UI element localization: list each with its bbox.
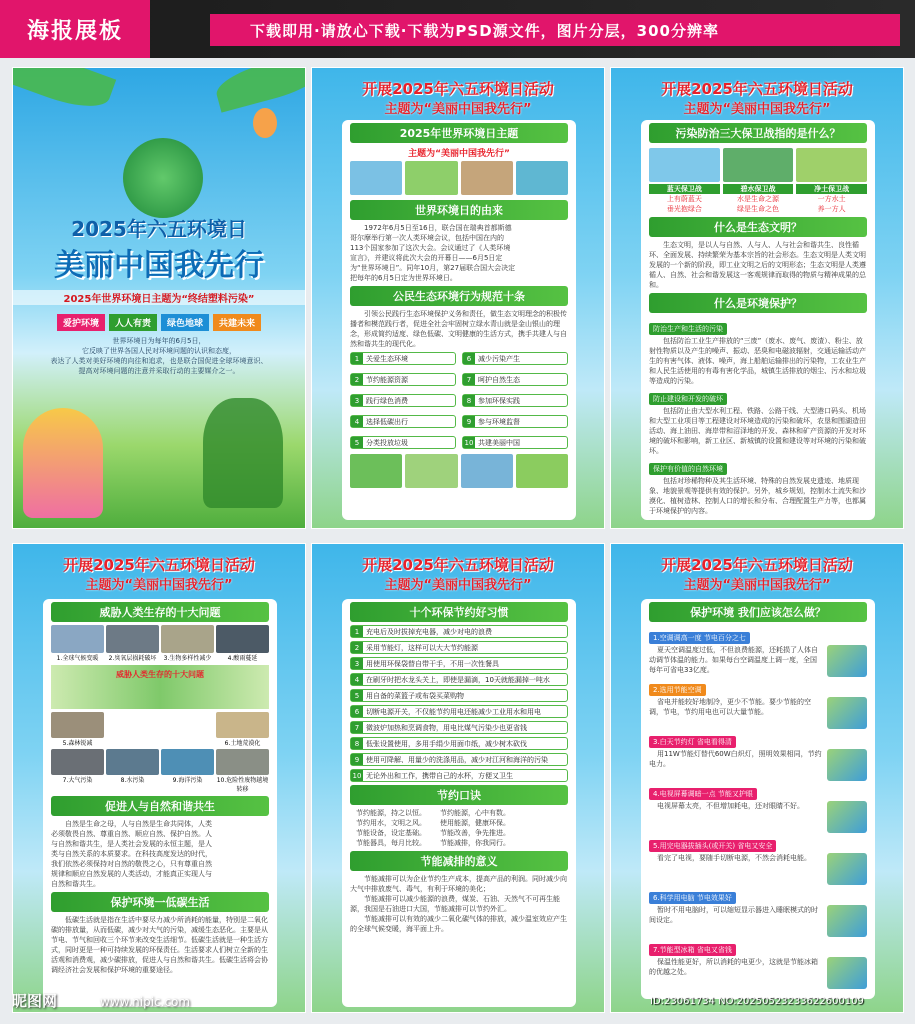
tip-image [827, 697, 867, 729]
section-text: 包括防止由大型水利工程、铁路、公路干线、大型港口码头、机场和大型工业项目等工程建设对环境造成的污染和破坏，农垦和围湖造田活动、海上油田、海岸带和沼泽地的开发、森林和矿产资源的开发对环境的破坏和影响，新工业区、新城镇的设置和建设等对环境的污染和破坏。 [649, 407, 866, 455]
tip-text: 电视屏幕太亮，不但增加耗电，还对眼睛不好。 [657, 802, 804, 810]
banner-text: 下载即用·请放心下载·下载为PSD源文件，图片分层，300分辨率 [210, 14, 900, 46]
content-card [641, 120, 875, 520]
tag: 绿色地球 [161, 314, 209, 331]
tip-label: 7.节能型冰箱 省电又省钱 [649, 944, 736, 956]
balloon-icon [253, 108, 277, 138]
list-item: 6 切断电源开关，不仅能节约用电还能减少工业用水和用电 [350, 705, 568, 718]
photo [461, 161, 513, 195]
photo [516, 161, 568, 195]
image-row [342, 159, 576, 197]
tip-image [827, 801, 867, 833]
chant-grid: 节约能源，持之以恒。 节约能源，心中有数。 节约用水，文明之风。 使用能源，健康环保。 节能设备，设定基础。 节能改善，争先推进。 节能器具，每月比较。 节能减排，你我同行。 [356, 809, 510, 847]
desc-line: 提高对环境问题的注意并采取行动的主要媒介之一。 [78, 367, 240, 375]
list-item: 10 无论外出和工作，携带自己的水杯，方便又卫生 [350, 769, 568, 782]
list-item: 1 关爱生态环境 [350, 352, 456, 365]
tip-label: 3.白天节约灯 省电看得清 [649, 736, 736, 748]
habit-list [342, 625, 576, 782]
poster-heading: 开展2025年六五环境日活动 [661, 556, 853, 574]
poster-3[interactable] [610, 67, 904, 529]
poster-subheading: 主题为“美丽中国我先行” [85, 578, 233, 593]
list-item: 3 用使用环保袋替自带干手，不用一次性餐具 [350, 657, 568, 670]
tip-image [827, 645, 867, 677]
photo [350, 161, 402, 195]
leaf-decoration [212, 67, 306, 113]
photo [516, 454, 568, 488]
list-item: 4 选择低碳出行 [350, 415, 456, 428]
poster-heading: 开展2025年六五环境日活动 [362, 556, 554, 574]
list-item: 7 呵护自然生态 [462, 373, 568, 386]
tip-text: 暂时不用电脑时，可以缩短显示器进入睡眠模式的时间设定。 [649, 906, 818, 924]
image-row [342, 452, 576, 490]
section-text: 包括对珍稀物种及其生活环境、特殊的自然发展史遗迹、地质现象、地貌景观等提供有效的保护。另外，城乡规划，控制水土流失和沙漠化、植树造林、控制人口的增长和分布、合理配置生产力等，也都属于环境保护的内容。 [649, 477, 866, 515]
list-item: 5 用自备的菜篮子或布袋买菜购物 [350, 689, 568, 702]
list-item: 10 共建美丽中国 [462, 436, 568, 449]
poster-theme: 2025年世界环境日主题为“终结塑料污染” [13, 290, 305, 305]
section-title: 保护环境 我们应该怎么做？ [649, 602, 867, 622]
tag: 爱护环境 [57, 314, 105, 331]
battle-labels: 蓝天保卫战 上有蔚蓝天 垂光抱绿合 碧水保卫战 水是生命之源 绿是生命之色 净土保卫战 一方水土 养一方人 [641, 184, 875, 214]
section-text: 节能减排可以减少能源的浪费，煤炭、石油、天然气不可再生能源，我国是石油进口大国，节能减排可以节约外汇。 [350, 895, 560, 913]
section-text: 包括防治工业生产排放的“三废”（废水、废气、废渣）、粉尘、放射性物质以及产生的噪声、振动、恶臭和电磁波辐射，交通运输活动产生的有害气体、液体、噪声，海上船舶运输排出的污染物，工农业生产和人民生活使用的有毒有害化学品，城镇生活排放的烟尘、污水和垃圾等造成的污染。 [649, 337, 866, 385]
list-item: 5 分类投放垃圾 [350, 436, 456, 449]
tip-text: 省电并能较好地制冷，更少不节能。要少节能的空调，节电，节约用电也可以大量节能。 [649, 698, 811, 716]
tip-image [827, 749, 867, 781]
section-title: 污染防治三大保卫战指的是什么？ [649, 123, 867, 143]
section-text: 节能减排可以为企业节约生产成本，提高产品的利润。同时减少向大气中排放废气、毒气，有利于环境的美化； [350, 875, 567, 893]
item-label: 保护有价值的自然环境 [649, 463, 727, 475]
tip-text: 看完了电视，要随手切断电源，不然会消耗电能。 [657, 854, 811, 862]
photo [723, 148, 794, 182]
list-item: 9 参与环境监督 [462, 415, 568, 428]
tag: 共建未来 [213, 314, 261, 331]
section-title: 威胁人类生存的十大问题 [51, 602, 269, 622]
photo [405, 161, 457, 195]
section-title: 什么是生态文明？ [649, 217, 867, 237]
poster-1[interactable] [12, 67, 306, 529]
section-text: 1972年6月5日至16日，联合国在瑞典首都斯德哥尔摩举行第一次人类环境会议，包括中国在内的113个国家参加了这次大会。会议通过了《人类环境宣言》，并建议将此次大会的开幕日——6月5日定为“世界环境日”。同年10月，第27届联合国大会决定把每年的6月5日定为世界环境日。 [350, 224, 516, 282]
tip-image [827, 853, 867, 885]
center-banner: 威胁人类生存的十大问题 [51, 665, 269, 709]
poster-heading: 开展2025年六五环境日活动 [362, 80, 554, 98]
section-title: 2025年世界环境日主题 [350, 123, 568, 143]
tip-label: 4.电视屏幕调暗一点 节能又护眼 [649, 788, 757, 800]
list-item: 7 微波炉加热和烹调食物，用电比煤气污染少也更省钱 [350, 721, 568, 734]
tip-label: 2.选用节能空调 [649, 684, 706, 696]
poster-6[interactable] [610, 543, 904, 1013]
poster-2[interactable] [311, 67, 605, 529]
leaf-decoration [12, 67, 116, 117]
desc-line: 它反映了世界各国人民对环境问题的认识和态度， [82, 347, 236, 355]
section-text: 节能减排可以有效的减少二氧化碳气体的排放，减少温室效应产生的全球气候变暖，海平面上升。 [350, 915, 567, 933]
list-item: 1 充电后及时拔掉充电器，减少对电的浪费 [350, 625, 568, 638]
tip-image [827, 957, 867, 989]
poster-title-year: 2025年六五环境日 [71, 217, 247, 241]
poster-desc [13, 336, 305, 376]
content-card [342, 599, 576, 1007]
tip-label: 5.用完电器拔插头(或开关) 省电又安全 [649, 840, 776, 852]
girl-cyclist-icon [23, 408, 103, 518]
poster-title-main: 美丽中国我先行 [54, 248, 264, 283]
content-card [641, 599, 875, 999]
section-text: 低碳生活就是指在生活中要尽力减少所消耗的能量，特别是二氧化碳的排放量，从而低碳，减少对大气的污染，减缓生态恶化。主要是从节电、节气和回收三个环节来改变生活细节。低碳生活就是一种生活方式，同时更是一种可持续发展的环保责任。生活要求人们树立全新的生活观和消费观，减少碳排放，促进人与自然和谐共生。低碳生活将会协调经济社会发展和保护环境的重要途径。 [51, 916, 268, 974]
list-item: 3 践行绿色消费 [350, 394, 456, 407]
section-title: 保护环境一低碳生活 [51, 892, 269, 912]
item-label: 防止建设和开发的破坏 [649, 393, 727, 405]
section-title: 节能减排的意义 [350, 851, 568, 871]
section-subtitle: 主题为“美丽中国我先行” [408, 149, 510, 159]
list-item: 9 使用可降解、用量少的洗涤用品，减少对江河和海洋的污染 [350, 753, 568, 766]
problem-grid: 5.森林锐减 6.土地荒漠化 7.大气污染 8.水污染 9.海洋污染 10.危险性废物越境转移 [43, 712, 277, 793]
section-title: 十个环保节约好习惯 [350, 602, 568, 622]
runners-silhouette-icon [203, 398, 283, 508]
tip-label: 6.科学用电脑 节电效果好 [649, 892, 736, 904]
list-item: 2 采用节能灯，这样可以大大节约能源 [350, 641, 568, 654]
site-url[interactable]: www.nipic.com [100, 995, 191, 1009]
section-title: 节约口诀 [350, 785, 568, 805]
tip-text: 保温性能更好，所以消耗的电更少，这就是节能冰箱的优越之处。 [649, 958, 818, 976]
content-card [43, 599, 277, 1007]
desc-line: 表达了人类对美好环境的向往和追求，也是联合国促进全球环境意识、 [50, 357, 268, 365]
photo [461, 454, 513, 488]
tip-image [827, 905, 867, 937]
section-title: 促进人与自然和谐共生 [51, 796, 269, 816]
photo [405, 454, 457, 488]
section-title: 世界环境日的由来 [350, 200, 568, 220]
list-item: 6 减少污染产生 [462, 352, 568, 365]
item-label: 防治生产和生活的污染 [649, 323, 727, 335]
poster-4[interactable] [12, 543, 306, 1013]
site-logo: 昵图网 [12, 992, 58, 1010]
problem-grid: 1.全球气候变暖 2.臭氧层损耗破坏 3.生物多样性减少 4.酸雨蔓延 [43, 625, 277, 662]
section-text: 生态文明，是以人与自然、人与人、人与社会和谐共生、良性循环、全面发展、持续繁荣为基本宗旨的社会形态。生态文明是人类文明发展的一个新的阶段，即工业文明之后的文明形态；生态文明是人类遵循人、自然、社会和谐发展这一客观规律而取得的物质与精神成果的总和。 [649, 241, 866, 289]
list-item: 8 参加环保实践 [462, 394, 568, 407]
rules-list [342, 349, 576, 452]
photo [796, 148, 867, 182]
section-title: 公民生态环境行为规范十条 [350, 286, 568, 306]
photo [350, 454, 402, 488]
tag: 人人有责 [109, 314, 157, 331]
image-row [641, 146, 875, 184]
poster-subheading: 主题为“美丽中国我先行” [683, 578, 831, 593]
poster-heading: 开展2025年六五环境日活动 [63, 556, 255, 574]
brand-label: 海报展板 [0, 0, 150, 58]
list-item: 8 低张设置使用，多用手绢少用面巾纸，减少树木砍伐 [350, 737, 568, 750]
globe-hands-icon [123, 138, 203, 218]
section-title: 什么是环境保护？ [649, 293, 867, 313]
poster-5[interactable] [311, 543, 605, 1013]
section-text: 自然是生命之母，人与自然是生命共同体，人类必须敬畏自然、尊重自然、顺应自然、保护自然。人与自然和谐共生，是人类社会发展的永恒主题，是人类与自然关系的本质要求。在科技高度发达的时代，我们依然必须保持对自然的敬畏之心，只有尊重自然规律和顺应自然发展的人类活动，才能真正实现人与自然和谐共生。 [51, 820, 212, 888]
top-bar [0, 0, 915, 58]
photo [649, 148, 720, 182]
section-text: 引领公民践行生态环境保护义务和责任，做生态文明理念的积极传播者和模范践行者，促进全社会牢固树立绿水青山就是金山银山的理念，形成简约适度、绿色低碳、文明健康的生活方式，携手共建人与自然和谐共生的现代化。 [350, 310, 567, 348]
image-id: ID:23061734 NO:20250523233622600109 [650, 996, 864, 1007]
content-card [342, 120, 576, 520]
tip-text: 用11W节能灯替代60W白炽灯，照明效果相同，节约电力。 [649, 750, 822, 768]
poster-subheading: 主题为“美丽中国我先行” [384, 102, 532, 117]
poster-heading: 开展2025年六五环境日活动 [661, 80, 853, 98]
tip-text: 夏天空调温度过低，不但浪费能源，还耗损了人体自动调节体温的能力。如果每台空调温度上调一度，全国每年可省电33亿度。 [649, 646, 818, 674]
poster-subheading: 主题为“美丽中国我先行” [683, 102, 831, 117]
tag-row [13, 311, 305, 331]
list-item: 4 在刷牙时把水龙头关上，即使是漏滴，10天就能漏掉一吨水 [350, 673, 568, 686]
tip-label: 1.空调调高一度 节电百分之七 [649, 632, 750, 644]
poster-subheading: 主题为“美丽中国我先行” [384, 578, 532, 593]
desc-line: 世界环境日为每年的6月5日， [112, 337, 206, 345]
list-item: 2 节约能源资源 [350, 373, 456, 386]
